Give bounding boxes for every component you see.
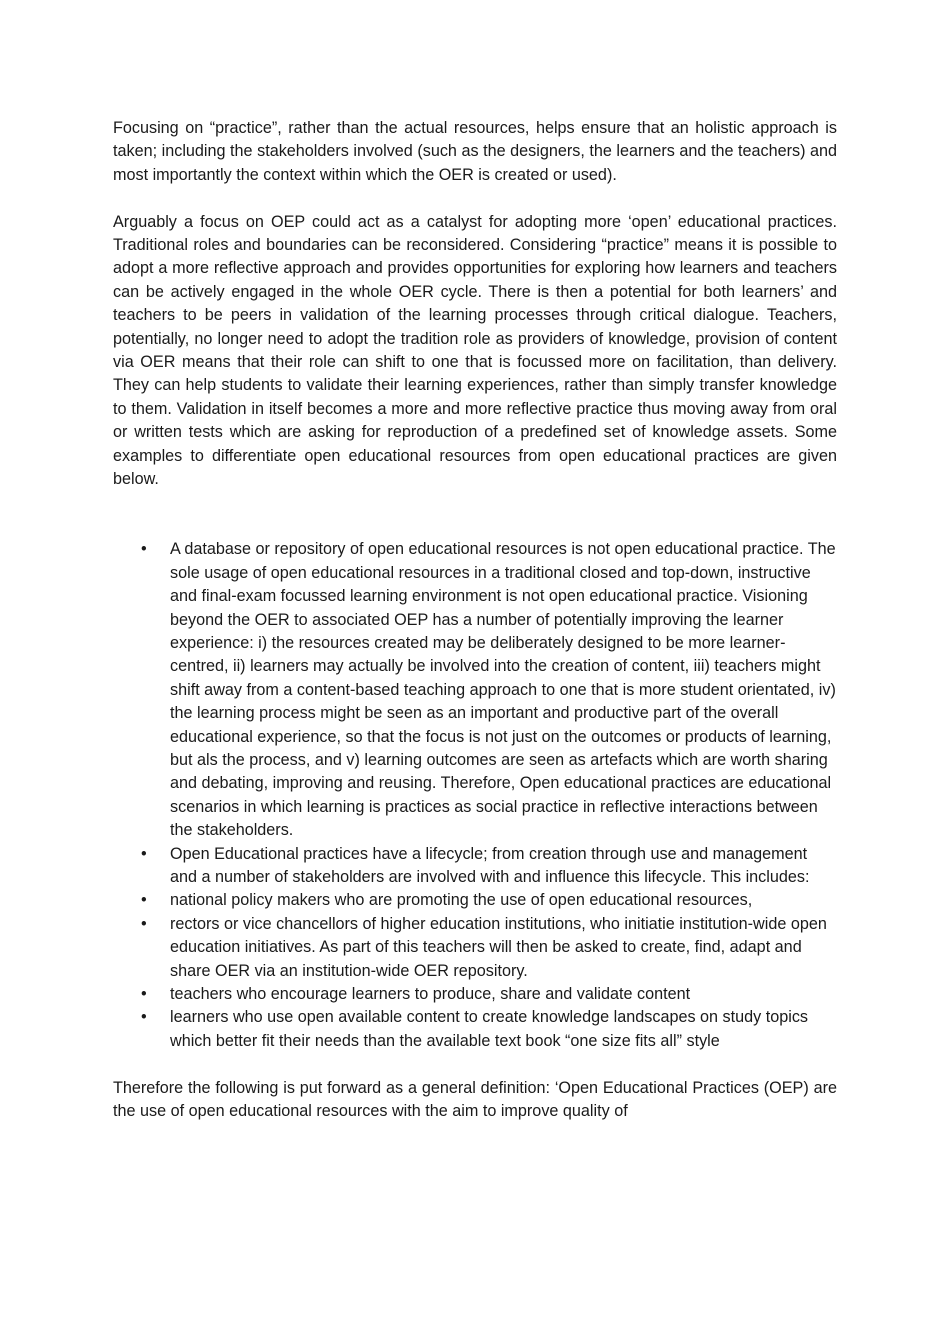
bullet-item-teachers: • teachers who encourage learners to produce, share and validate content: [113, 983, 837, 1006]
paragraph-definition: Therefore the following is put forward as a general definition: ‘Open Educational Practices (OEP) are the use of open educational resources with the aim to improve quality of: [113, 1078, 837, 1121]
bullet-item-policy-makers: • national policy makers who are promoting the use of open educational resources,: [113, 889, 837, 912]
bullet-item-lifecycle: • Open Educational practices have a lifecycle; from creation through use and management and a number of stakeholders are involved with and influence this lifecycle. This includes:: [113, 843, 837, 890]
examples-bullet-list: [113, 538, 837, 1053]
bullet-item-learners: • learners who use open available content to create knowledge landscapes on study topics which better fit their needs than the available text book “one size fits all” style: [113, 1006, 837, 1053]
bullet-item-rectors: • rectors or vice chancellors of higher education institutions, who initiatie institution-wide open education initiatives. As part of this teachers will then be asked to create, find, adapt and share OER via an institution-wide OER repository.: [113, 913, 837, 983]
paragraph-oep-catalyst: Arguably a focus on OEP could act as a catalyst for adopting more ‘open’ educational practices. Traditional roles and boundaries can be reconsidered. Considering “practice” means it is possible to adopt a more reflective approach and provides opportunities for exploring how learners and teachers can be actively engaged in the whole OER cycle. There is then a potential for both learners’ and teachers to be peers in validation of the learning processes through critical dialogue. Teachers, potentially, no longer need to adopt the tradition role as providers of knowledge, provision of content via OER means that their role can shift to one that is focussed more on facilitation, than delivery. They can help students to validate their learning experiences, rather than simply transfer knowledge to them. Validation in itself becomes a more and more reflective practice thus moving away from oral or written tests which are asking for reproduction of a predefined set of knowledge assets. Some examples to differentiate open educational resources from open educational practices are given below.: [113, 212, 837, 489]
bullet-item-database: • A database or repository of open educational resources is not open educational practice. The sole usage of open educational resources in a traditional closed and top-down, instructive and final-exam focussed learning environment is not open educational practice. Visioning beyond the OER to associated OEP has a number of potentially improving the learner experience: i) the resources created may be deliberately designed to be more learner-centred, ii) learners may actually be involved into the creation of content, iii) teachers might shift away from a content-based teaching approach to one that is more student orientated, iv) the learning process might be seen as an important and productive part of the overall educational experience, so that the focus is not just on the outcomes or products of learning, but als the process, and v) learning outcomes are seen as artefacts which are worth sharing and debating, improving and reusing. Therefore, Open educational practices are educational scenarios in which learning is practices as social practice in reflective interactions between the stakeholders.: [113, 538, 837, 842]
document-page: [113, 117, 837, 1123]
paragraph-practice-focus: Focusing on “practice”, rather than the actual resources, helps ensure that an holistic approach is taken; including the stakeholders involved (such as the designers, the learners and the teachers) and most importantly the context within which the OER is created or used).: [113, 119, 837, 184]
